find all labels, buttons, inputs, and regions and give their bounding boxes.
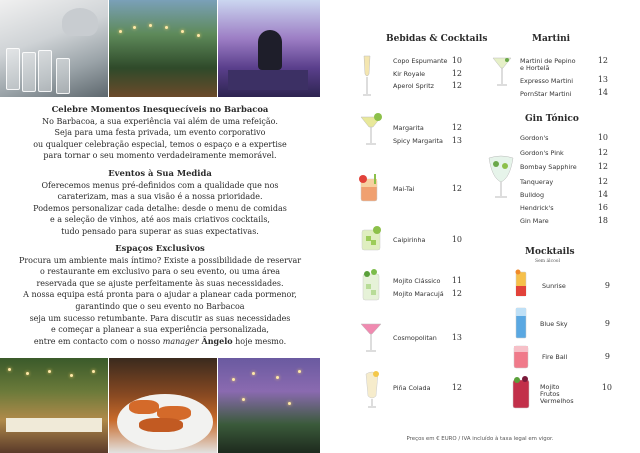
menu-item-name: Margarita	[393, 124, 424, 132]
gin-title: Gin Tónico	[525, 114, 579, 124]
body-line: o restaurante em exclusivo para o seu evento, ou uma área	[39, 267, 281, 277]
mojito-berries-glass-icon	[510, 374, 532, 410]
menu-item-name: Caipirinha	[393, 236, 426, 244]
menu-item-price: 10	[451, 56, 462, 65]
menu-item-price: 10	[597, 133, 608, 142]
body-line: caraterizam, mas a sua visão é a nossa prioridade.	[57, 192, 263, 202]
section-title: Espaços Exclusivos	[115, 243, 205, 253]
menu-item-name: Cosmopolitan	[393, 334, 437, 342]
menu-item-price: 14	[597, 190, 608, 199]
body-line: garantindo que o seu evento no Barbacoa	[75, 301, 245, 311]
manager-word: manager	[162, 336, 199, 346]
mojito-glass-icon	[360, 268, 384, 302]
garden-dinner-photo	[0, 358, 108, 453]
section-events	[8, 168, 312, 238]
menu-item-name: Aperol Spritz	[393, 82, 434, 90]
body-line: Seja para uma festa privada, um evento corporativo	[54, 128, 266, 138]
body-line-contact: entre em contacto com o nosso manager Ângelo hoje mesmo.	[33, 335, 287, 346]
menu-item-name: Mojito Maracujá	[393, 290, 444, 298]
drinks-menu-page	[320, 0, 640, 453]
menu-item-name: Spicy Margarita	[393, 137, 443, 145]
menu-item-price: 12	[597, 148, 608, 157]
menu-item-name: PornStar Martini	[520, 90, 572, 98]
menu-item-price: 11	[451, 276, 462, 285]
gin-tonic-glass-icon	[486, 152, 516, 200]
menu-item-name: Mai-Tai	[393, 185, 415, 193]
sunrise-glass-icon	[514, 268, 528, 298]
body-line: Podemos personalizar cada detalhe: desde o menu de comidas	[33, 203, 287, 213]
menu-item-name-line2: e Hortelã	[520, 64, 550, 72]
menu-item-name: Martini de Pepino	[520, 57, 576, 65]
menu-item-name: Piña Colada	[393, 384, 431, 392]
blue-sky-glass-icon	[514, 304, 528, 340]
menu-item-price: 13	[597, 75, 608, 84]
menu-item-name-line2: Frutos	[540, 390, 560, 398]
pina-colada-glass-icon	[364, 370, 380, 410]
mai-tai-glass-icon	[358, 173, 382, 205]
menu-item-name: Expresso Martini	[520, 77, 574, 85]
menu-item-price: 9	[604, 281, 610, 290]
menu-item-name: Fire Ball	[542, 353, 568, 361]
body-line: ou qualquer celebração especial, temos o espaço e a expertise	[33, 139, 287, 149]
body-line: No Barbacoa, a sua experiência vai além de uma refeição.	[42, 116, 278, 126]
section-title: Eventos à Sua Medida	[108, 168, 212, 178]
body-line: Oferecemos menus pré-definidos com a qualidade que nos	[41, 180, 279, 190]
menu-item-name: Tanqueray	[520, 178, 554, 186]
menu-item-name: Kir Royale	[393, 70, 426, 78]
manager-name: Ângelo	[198, 335, 233, 346]
menu-item-name: Copo Espumante	[393, 57, 448, 65]
menu-item-name: Bulldog	[520, 191, 545, 199]
garden-terrace-photo	[109, 0, 217, 97]
menu-item-price: 16	[597, 203, 608, 212]
menu-item-price: 14	[597, 88, 608, 97]
menu-item-price: 12	[597, 162, 608, 171]
body-line: tudo pensado para superar as suas expectativas.	[61, 226, 259, 236]
menu-item-name: Bombay Sapphire	[520, 163, 577, 171]
bebidas-title: Bebidas & Cocktails	[386, 34, 488, 44]
menu-item-name: Hendrick's	[520, 204, 554, 212]
menu-item-price: 12	[451, 383, 462, 392]
caipirinha-glass-icon	[360, 224, 382, 252]
body-line: e começar a planear a sua experiência personalizada,	[51, 325, 269, 335]
dj-party-photo	[218, 0, 320, 97]
body-line: A nossa equipa está pronta para o ajudar a planear cada pormenor,	[23, 290, 297, 300]
menu-item-price: 12	[451, 123, 462, 132]
section-spaces	[8, 243, 312, 347]
body-line: seja um sucesso retumbante. Para discutir as suas necessidades	[29, 313, 291, 323]
champagne-photo	[0, 0, 108, 97]
menu-item-price: 10	[451, 235, 462, 244]
menu-item-name: Gordon's	[520, 134, 549, 142]
body-line: para tornar o seu momento verdadeiramente memorável.	[43, 151, 277, 161]
menu-item-name: Gin Mare	[520, 217, 549, 225]
menu-item-price: 13	[451, 136, 462, 145]
mocktails-title: Mocktails	[525, 247, 575, 257]
price-footnote: Preços em € EURO / IVA incluído à taxa legal em vigor.	[406, 436, 554, 442]
body-line: Procura um ambiente mais íntimo? Existe a possibilidade de reservar	[18, 255, 302, 265]
section-celebrate	[8, 104, 312, 162]
fire-ball-glass-icon	[512, 342, 530, 370]
night-garden-photo	[218, 358, 320, 453]
body-line: reservada que se ajuste perfeitamente às suas necessidades.	[36, 278, 284, 288]
champagne-flute-icon	[360, 54, 374, 100]
menu-item-name: Sunrise	[542, 282, 566, 290]
menu-item-price: 12	[451, 289, 462, 298]
menu-item-price: 12	[451, 69, 462, 78]
martini-title: Martini	[532, 34, 571, 44]
menu-item-price: 12	[451, 81, 462, 90]
body-line: e a seleção de vinhos, até aos mais criativos cocktails,	[50, 215, 270, 225]
menu-item-name: Mojito Clássico	[393, 277, 441, 285]
menu-item-price: 10	[601, 383, 612, 392]
menu-item-price: 12	[451, 184, 462, 193]
martini-glass-icon	[492, 54, 512, 88]
seafood-platter-photo	[109, 358, 217, 453]
menu-item-price: 18	[597, 216, 608, 225]
menu-item-name: Mojito	[540, 383, 560, 391]
margarita-glass-icon	[360, 113, 382, 147]
menu-item-name-line3: Vermelhos	[540, 397, 574, 405]
mocktails-subtitle: Sem álcool	[535, 259, 560, 264]
menu-item-price: 9	[604, 319, 610, 328]
menu-item-price: 12	[597, 177, 608, 186]
menu-item-price: 12	[597, 56, 608, 65]
cosmopolitan-glass-icon	[360, 320, 382, 354]
menu-item-price: 13	[451, 333, 462, 342]
section-title: Celebre Momentos Inesquecíveis no Barbacoa	[51, 104, 269, 114]
menu-item-name: Blue Sky	[540, 320, 568, 328]
menu-item-name: Gordon's Pink	[520, 149, 564, 157]
menu-item-price: 9	[604, 352, 610, 361]
